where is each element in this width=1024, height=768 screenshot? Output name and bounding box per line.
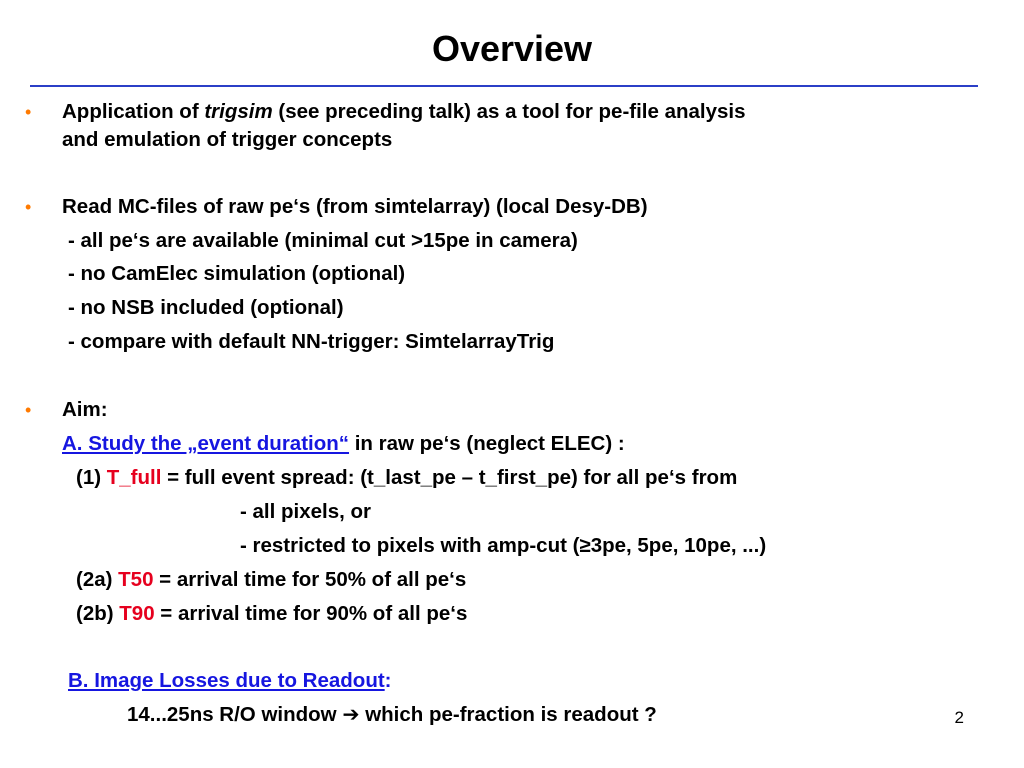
study-a-description: in raw pe‘s (neglect ELEC) : [349,432,625,455]
study-event-duration-link[interactable]: A. Study the „event duration“ [62,432,350,455]
t50-index: (2a) [76,568,119,591]
application-line-continued: and emulation of trigger concepts [62,128,393,151]
title-underline [30,85,978,87]
t50-line [76,567,466,593]
t90-term: T90 [119,602,155,625]
t90-index: (2b) [76,602,120,625]
list-item: - no NSB included (optional) [68,296,344,319]
list-item: - no CamElec simulation (optional) [68,262,406,285]
t-full-definition: = full event spread: (t_last_pe – t_first_pe) for all pe‘s from [161,466,738,489]
readout-window-text: 14...25ns R/O window [127,703,343,726]
study-a-line [62,431,625,457]
list-item: - all pe‘s are available (minimal cut >15pe in camera) [68,229,578,252]
application-text: Application of [62,100,205,123]
trigsim-term: trigsim [204,100,273,123]
page-number: 2 [954,708,964,727]
readout-question: which pe-fraction is readout ? [359,703,657,726]
image-losses-line [68,668,392,694]
t90-line [76,601,467,627]
bullet-icon: • [25,102,32,122]
t-full-line [76,465,737,491]
bullet-icon: • [25,197,32,217]
slide-title: Overview [431,28,593,69]
restricted-pixels-line: - restricted to pixels with amp-cut (≥3pe, 5pe, 10pe, ...) [240,534,767,557]
read-mc-files-line: Read MC-files of raw pe‘s (from simtelarray) (local Desy-DB) [62,195,648,218]
t-full-term: T_full [106,466,162,489]
t50-definition: = arrival time for 50% of all pe‘s [153,568,467,591]
aim-heading: Aim: [62,398,108,421]
application-description: (see preceding talk) as a tool for pe-file analysis [272,100,746,123]
arrow-right-icon: ➔ [342,703,360,726]
t90-definition: = arrival time for 90% of all pe‘s [154,602,468,625]
t-full-index: (1) [76,466,107,489]
all-pixels-line: - all pixels, or [240,500,372,523]
t50-term: T50 [118,568,154,591]
image-losses-colon: : [384,669,392,692]
image-losses-link[interactable]: B. Image Losses due to Readout [68,669,385,692]
application-line [62,99,746,125]
bullet-icon: • [25,400,32,420]
readout-window-line [127,702,657,728]
list-item: - compare with default NN-trigger: SimtelarrayTrig [68,330,555,353]
